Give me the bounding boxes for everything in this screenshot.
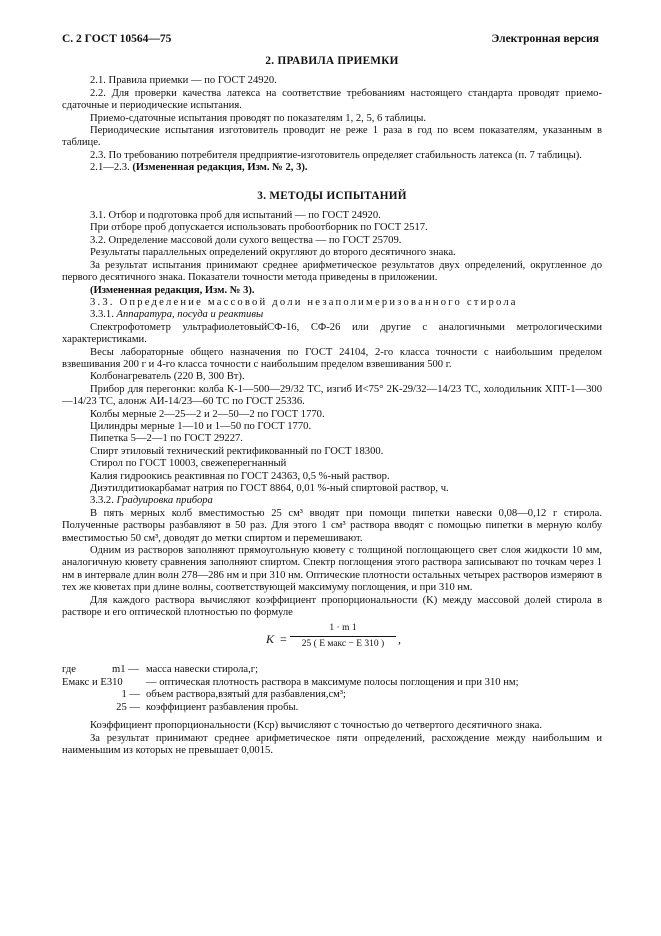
paragraph: Коэффициент пропорциональности (Kср) вычисляют с точностью до четвертого десятичного знака. xyxy=(90,720,542,732)
subsection-heading: 3.3. Определение массовой доли незаполимеризованного стирола xyxy=(90,296,518,308)
paragraph: 2.1. Правила приемки — по ГОСТ 24920. xyxy=(90,75,277,87)
amendment-note: (Измененная редакция, Изм. № 3). xyxy=(90,284,255,296)
legend-description: объем раствора,взятый для разбавления,см³; xyxy=(146,689,346,701)
subsection-title xyxy=(62,309,602,321)
section-2-title: 2. ПРАВИЛА ПРИЕМКИ xyxy=(265,55,399,67)
paragraph: Весы лабораторные общего назначения по ГОСТ 24104, 2-го класса точности с наибольшим пределом взвешивания 200 г и 4-го класса точности с наибольшим пределом взвешивания 500 г. xyxy=(62,346,602,370)
formula-legend xyxy=(62,664,602,714)
legend-row xyxy=(62,702,602,714)
clause-title: Градуировка прибора xyxy=(116,495,213,507)
legend-symbol: 25 — xyxy=(116,701,140,713)
paragraph: Цилиндры мерные 1—10 и 1—50 по ГОСТ 1770. xyxy=(90,420,312,432)
legend-description: — оптическая плотность раствора в максимуме полосы поглощения и при 310 нм; xyxy=(146,676,519,688)
legend-row xyxy=(62,689,602,701)
formula-k xyxy=(62,622,602,662)
subsection-title xyxy=(62,495,602,507)
paragraph: Спектрофотометр ультрафиолетовыйСФ-16, СФ-26 или другие с аналогичными метрологическими характеристиками. xyxy=(62,321,602,346)
page-header-right: Электронная версия xyxy=(491,33,599,45)
clause-range: 2.1—2.3. xyxy=(90,162,130,174)
formula-fraction xyxy=(290,622,396,650)
clause-title: Аппаратура, посуда и реактивы xyxy=(116,309,264,321)
paragraph: Пипетка 5—2—1 по ГОСТ 29227. xyxy=(90,433,243,445)
paragraph: 2.2. Для проверки качества латекса на соответствие требованиям настоящего стандарта проводят приемо-сдаточные и периодические испытания. xyxy=(62,87,602,112)
legend-description: коэффициент разбавления пробы. xyxy=(146,701,299,713)
paragraph: Одним из растворов заполняют прямоугольную кювету с толщиной поглощающего свет слоя жидкости 10 мм, аналогичную кювету сравнения заполняют спиртом. Спектр поглощения этого раствора записывают по точкам через 1 нм в интервале длин волн 278—286 нм и при 310 нм. Оптические плотности остальных четырех растворов измеряют в тех же кюветах при длине волны, соответствующей максимуму поглощения, и при 310 нм. xyxy=(62,545,602,594)
fraction-bar xyxy=(290,636,396,637)
paragraph: Приемо-сдаточные испытания проводят по показателям 1, 2, 5, 6 таблицы. xyxy=(90,112,426,124)
legend-where: где xyxy=(62,664,76,676)
paragraph: За результат испытания принимают среднее арифметическое результатов двух определений, округленное до первого десятичного знака. Показатели точности метода приведены в приложении. xyxy=(62,259,602,284)
formula-denominator: 25 ( E макс − E 310 ) xyxy=(301,639,385,650)
body-text xyxy=(62,55,602,757)
paragraph: Стирол по ГОСТ 10003, свежеперегнанный xyxy=(90,458,287,470)
amendment-text: (Измененная редакция, Изм. № 2, 3). xyxy=(132,162,308,174)
paragraph: Для каждого раствора вычисляют коэффициент пропорциональности (K) между массовой долей стирола в растворе и его оптической плотностью по формуле xyxy=(62,594,602,619)
legend-row xyxy=(62,664,602,676)
paragraph: При отборе проб допускается использовать пробоотборник по ГОСТ 2517. xyxy=(90,222,428,234)
formula-numerator: 1 · m 1 xyxy=(329,623,357,634)
legend-row xyxy=(62,677,602,689)
paragraph: 3.1. Отбор и подготовка проб для испытаний — по ГОСТ 24920. xyxy=(90,210,381,222)
paragraph: Результаты параллельных определений округляют до второго десятичного знака. xyxy=(90,247,456,259)
formula-comma: , xyxy=(398,632,401,647)
paragraph: За результат принимают среднее арифметическое пяти определений, расхождение между наибольшим и наименьшим из которых не превышает 0,0015. xyxy=(62,732,602,756)
page-header-left: С. 2 ГОСТ 10564—75 xyxy=(62,33,172,45)
paragraph: В пять мерных колб вместимостью 25 см³ вводят при помощи пипетки навески 0,08—0,12 г стирола. Полученные растворы разбавляют в 50 раз. Для этого 1 см³ раствора вводят с помощью пипетки в мерную колбу вместимостью 50 см³, доводят до метки спиртом и перемешивают. xyxy=(62,507,602,544)
legend-description: масса навески стирола,г; xyxy=(146,664,259,676)
section-3-title: 3. МЕТОДЫ ИСПЫТАНИЙ xyxy=(257,189,407,202)
clause-number: 3.3.2. xyxy=(90,495,114,507)
paragraph: Колбы мерные 2—25—2 и 2—50—2 по ГОСТ 1770. xyxy=(90,408,325,420)
clause-number: 3.3.1. xyxy=(90,309,114,321)
paragraph: 3.2. Определение массовой доли сухого вещества — по ГОСТ 25709. xyxy=(90,234,402,246)
paragraph: Диэтилдитиокарбамат натрия по ГОСТ 8864, 0,01 %-ный спиртовой раствор, ч. xyxy=(90,483,449,494)
paragraph: Спирт этиловый технический ректификованный по ГОСТ 18300. xyxy=(90,445,384,457)
amendment-note xyxy=(62,162,602,174)
paragraph: Калия гидроокись реактивная по ГОСТ 24363, 0,5 %-ный раствор. xyxy=(90,470,390,482)
formula-equals: = xyxy=(280,632,287,647)
paragraph: Колбонагреватель (220 В, 300 Вт). xyxy=(90,371,245,383)
paragraph: Периодические испытания изготовитель проводит не реже 1 раза в год по всем показателям, указанным в таблице. xyxy=(62,125,602,149)
paragraph: 2.3. По требованию потребителя предприятие-изготовитель определяет стабильность латекса (п. 7 таблицы). xyxy=(90,149,582,161)
legend-symbol: Eмакс и E310 xyxy=(62,676,123,688)
legend-symbol: 1 — xyxy=(121,689,140,701)
paragraph: Прибор для перегонки: колба К-1—500—29/32 ТС, изгиб И<75° 2К-29/32—14/23 ТС, холодильник ХПТ-1—300—14/23 ТС, алонж АИ-14/23—60 ТС по ГОСТ 25336. xyxy=(62,383,602,408)
legend-symbol: m1 — xyxy=(112,664,139,676)
formula-lhs: K xyxy=(266,632,275,647)
